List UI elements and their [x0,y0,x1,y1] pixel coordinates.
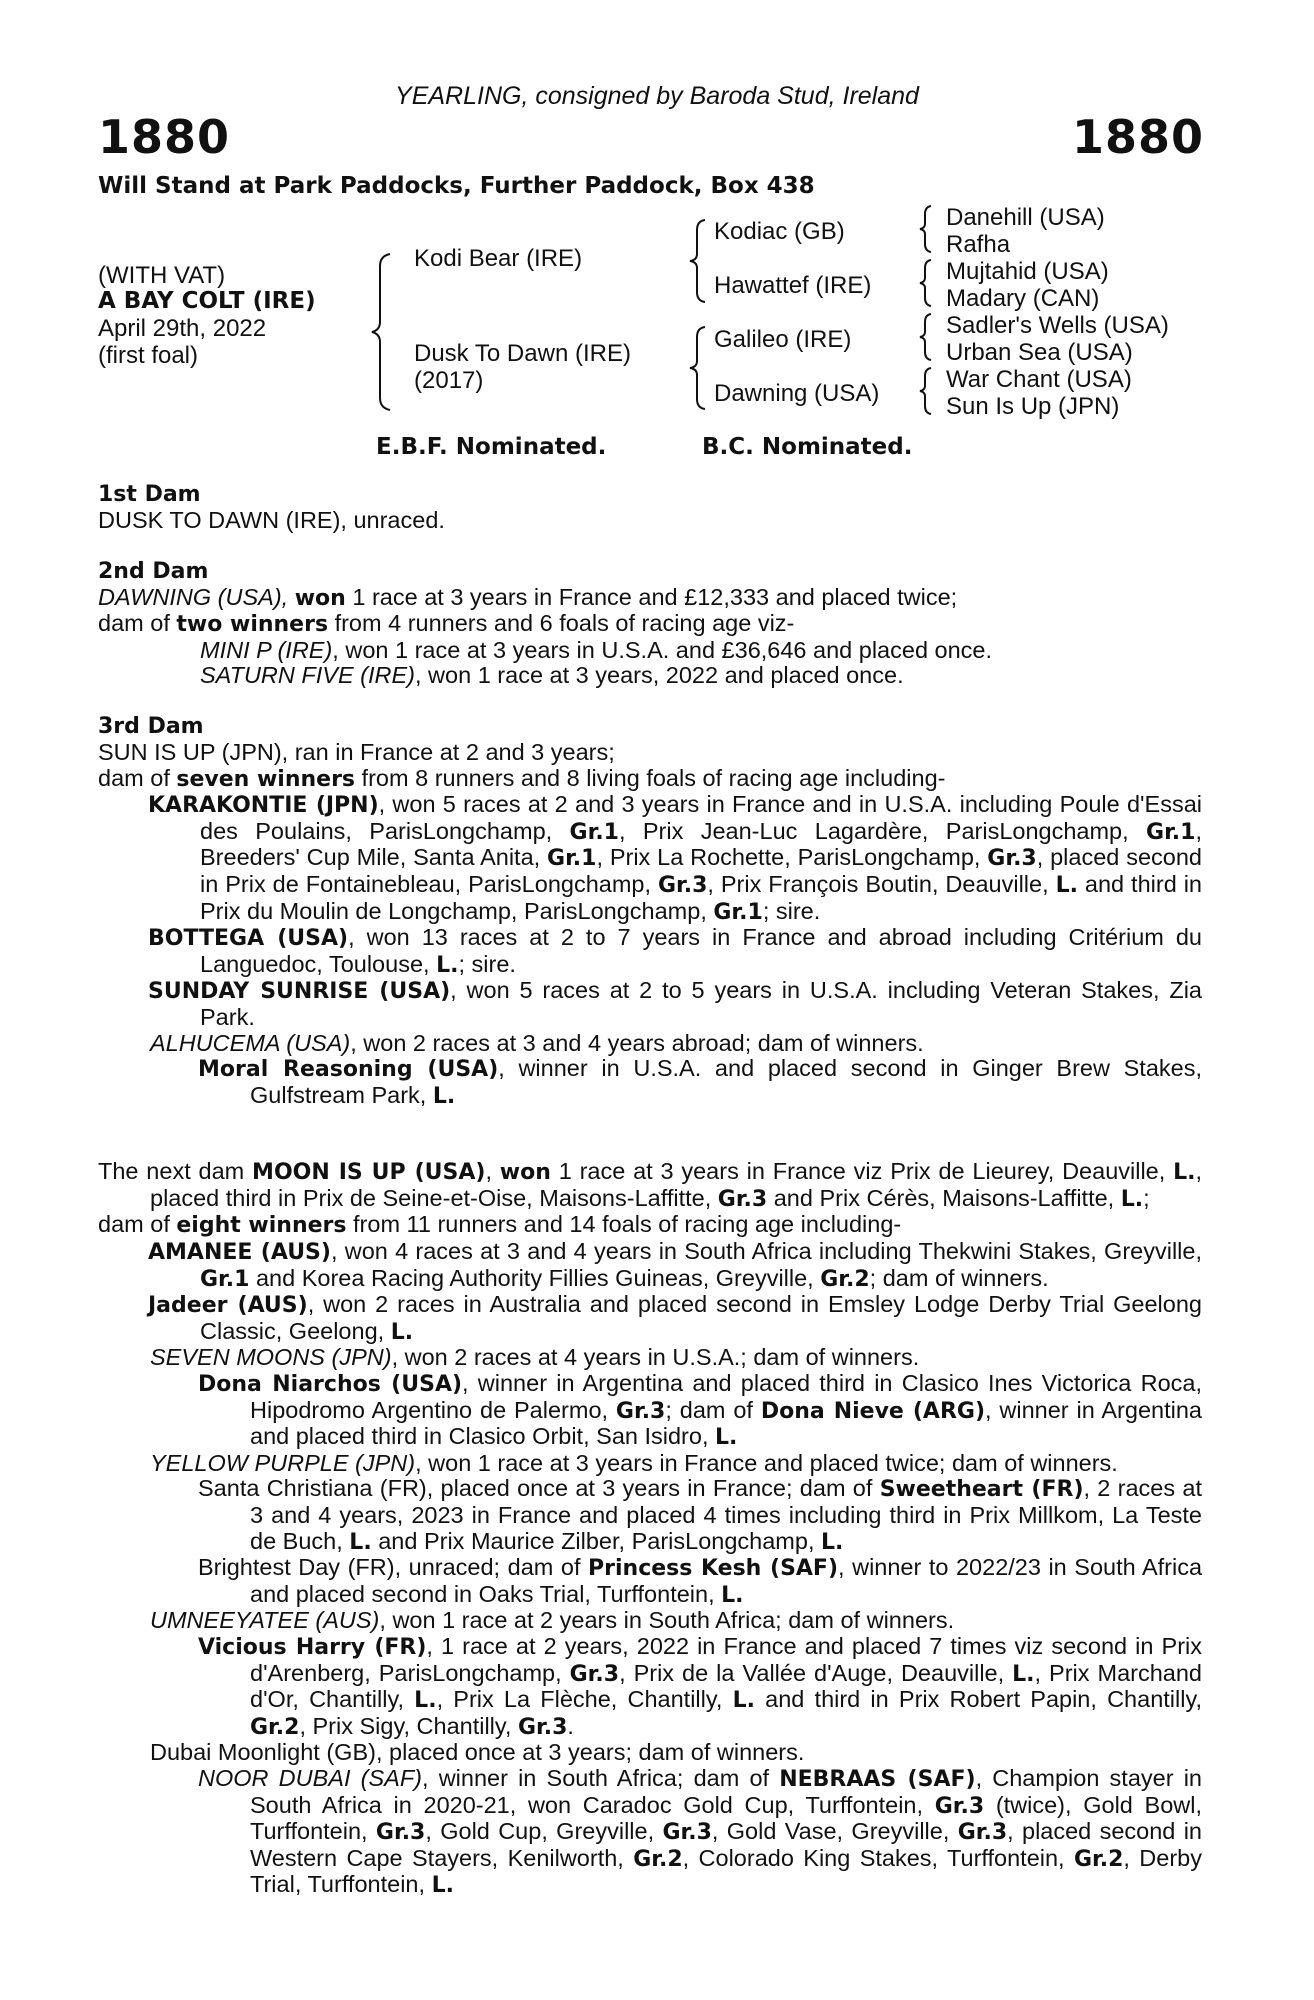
third-dam-record: SUN IS UP (JPN), ran in France at 2 and 3 years; [98,738,615,765]
list-item: ALHUCEMA (USA), won 2 races at 3 and 4 years abroad; dam of winners. [150,1029,924,1056]
vat-note: (WITH VAT) [98,262,226,289]
third-dam-produce: dam of seven winners from 8 runners and 8 living foals of racing age including- [98,764,946,792]
list-item: Dona Niarchos (USA), winner in Argentina and placed third in Clasico Ines Victorica Roca, Hipodromo Argentino de Palermo, Gr.3; dam of Dona Nieve (ARG), winner in Argentina and placed third in Clasico Orbit, San Isidro, L. [198,1370,1202,1451]
list-item: SATURN FIVE (IRE), won 1 race at 3 years, 2022 and placed once. [200,662,904,689]
sire-name: Kodi Bear (IRE) [414,245,583,272]
grandparent-7: War Chant (USA) [946,366,1132,393]
next-dam-produce: dam of eight winners from 11 runners and 14 foals of racing age including- [98,1211,902,1239]
pedigree-brace-sire [688,218,708,304]
foaled-date: April 29th, 2022 [98,315,267,342]
grandparent-2: Rafha [946,231,1011,258]
pedigree-brace-dam [688,325,708,411]
second-dam-section [98,559,1202,689]
sire-sire: Kodiac (GB) [714,218,845,245]
stand-location: Will Stand at Park Paddocks, Further Paddock, Box 438 [98,173,815,199]
pedigree-brace-main [370,252,394,412]
list-item: SEVEN MOONS (JPN), won 2 races at 4 years in U.S.A.; dam of winners. [150,1344,920,1371]
grandparent-5: Sadler's Wells (USA) [946,312,1169,339]
next-dam-record: The next dam MOON IS UP (USA), won 1 race at 3 years in France viz Prix de Lieurey, Deauville, L., placed third in Prix de Seine-et-Oise, Maisons-Laffitte, Gr.3 and Prix Cérès, Maisons-Laffitte, L.; [98,1158,1203,1212]
list-item: MINI P (IRE), won 1 race at 3 years in U.S.A. and £36,646 and placed once. [200,636,993,663]
list-item: SUNDAY SUNRISE (USA), won 5 races at 2 to 5 years in U.S.A. including Veteran Stakes, Zia Park. [148,977,1202,1030]
grandparent-4: Madary (CAN) [946,285,1100,312]
list-item: KARAKONTIE (JPN), won 5 races at 2 and 3 years in France and in U.S.A. including Poule d'Essai des Poulains, ParisLongchamp, Gr.1, Prix Jean-Luc Lagardère, ParisLongchamp, Gr.1, Breeders' Cup Mile, Santa Anita, Gr.1, Prix La Rochette, ParisLongchamp, Gr.3, placed second in Prix de Fontainebleau, ParisLongchamp, Gr.3, Prix François Boutin, Deauville, L. and third in Prix du Moulin de Longchamp, ParisLongchamp, Gr.1; sire. [148,791,1202,925]
grandparent-6: Urban Sea (USA) [946,339,1133,366]
third-dam-heading: 3rd Dam [98,713,204,739]
list-item: Dubai Moonlight (GB), placed once at 3 years; dam of winners. [150,1739,805,1766]
list-item: Santa Christiana (FR), placed once at 3 years in France; dam of Sweetheart (FR), 2 races at 3 and 4 years, 2023 in France and placed 4 times including third in Prix Millkom, La Teste de Buch, L. and Prix Maurice Zilber, ParisLongchamp, L. [198,1475,1202,1555]
pedigree-body [98,482,1202,1924]
second-dam-produce: dam of two winners from 4 runners and 6 foals of racing age viz- [98,610,795,638]
grandparent-1: Danehill (USA) [946,204,1105,231]
first-dam-heading: 1st Dam [98,482,201,507]
list-item: AMANEE (AUS), won 4 races at 3 and 4 years in South Africa including Thekwini Stakes, Greyville, Gr.1 and Korea Racing Authority Fillies Guineas, Greyville, Gr.2; dam of winners. [148,1238,1202,1292]
next-dam-section [98,1159,1202,1899]
horse-name: A BAY COLT (IRE) [98,288,316,314]
sire-dam: Hawattef (IRE) [714,272,872,299]
dam-name: Dusk To Dawn (IRE) [414,340,631,367]
pedigree-brace-g3 [918,312,934,362]
dam-sire: Galileo (IRE) [714,326,852,353]
list-item: NOOR DUBAI (SAF), winner in South Africa; dam of NEBRAAS (SAF), Champion stayer in South Africa in 2020-21, won Caradoc Gold Cup, Turffontein, Gr.3 (twice), Gold Bowl, Turffontein, Gr.3, Gold Cup, Greyville, Gr.3, Gold Vase, Greyville, Gr.3, placed second in Western Cape Stayers, Kenilworth, Gr.2, Colorado King Stakes, Turffontein, Gr.2, Derby Trial, Turffontein, L. [198,1764,1203,1899]
foal-note: (first foal) [98,342,199,369]
second-dam-name: DAWNING (USA), [98,583,289,610]
pedigree-brace-g1 [918,204,934,254]
pedigree-brace-g2 [918,258,934,308]
ebf-nominated: E.B.F. Nominated. [376,434,607,460]
dam-dam: Dawning (USA) [714,380,880,407]
bc-nominated: B.C. Nominated. [702,434,913,460]
second-dam-record: DAWNING (USA), won 1 race at 3 years in France and £12,333 and placed twice; [98,583,958,611]
lot-number-right: 1880 [1071,110,1204,164]
grandparent-8: Sun Is Up (JPN) [946,393,1120,420]
list-item: Brightest Day (FR), unraced; dam of Princess Kesh (SAF), winner to 2022/23 in South Africa and placed second in Oaks Trial, Turffontein, L. [198,1554,1203,1608]
list-item: YELLOW PURPLE (JPN), won 1 race at 3 years in France and placed twice; dam of winners. [150,1449,1118,1476]
third-dam-section [98,714,1202,1109]
consignor-line: YEARLING, consigned by Baroda Stud, Ireland [395,82,919,110]
list-item: Jadeer (AUS), won 2 races in Australia and placed second in Emsley Lodge Derby Trial Geelong Classic, Geelong, L. [148,1291,1202,1345]
second-dam-heading: 2nd Dam [98,558,209,584]
list-item: Vicious Harry (FR), 1 race at 2 years, 2022 in France and placed 7 times viz second in Prix d'Arenberg, ParisLongchamp, Gr.3, Prix de la Vallée d'Auge, Deauville, L., Prix Marchand d'Or, Chantilly, L., Prix La Flèche, Chantilly, L. and third in Prix Robert Papin, Chantilly, Gr.2, Prix Sigy, Chantilly, Gr.3. [198,1632,1203,1740]
first-dam-text: DUSK TO DAWN (IRE), unraced. [98,507,445,533]
lot-number-left: 1880 [98,110,231,164]
first-dam-section [98,482,1202,534]
pedigree-brace-g4 [918,366,934,416]
dam-year: (2017) [414,367,484,394]
list-item: UMNEEYATEE (AUS), won 1 race at 2 years in South Africa; dam of winners. [150,1607,955,1634]
grandparent-3: Mujtahid (USA) [946,258,1109,285]
list-item: BOTTEGA (USA), won 13 races at 2 to 7 years in France and abroad including Critérium du Languedoc, Toulouse, L.; sire. [148,924,1202,978]
list-item: Moral Reasoning (USA), winner in U.S.A. and placed second in Ginger Brew Stakes, Gulfstream Park, L. [198,1055,1203,1109]
